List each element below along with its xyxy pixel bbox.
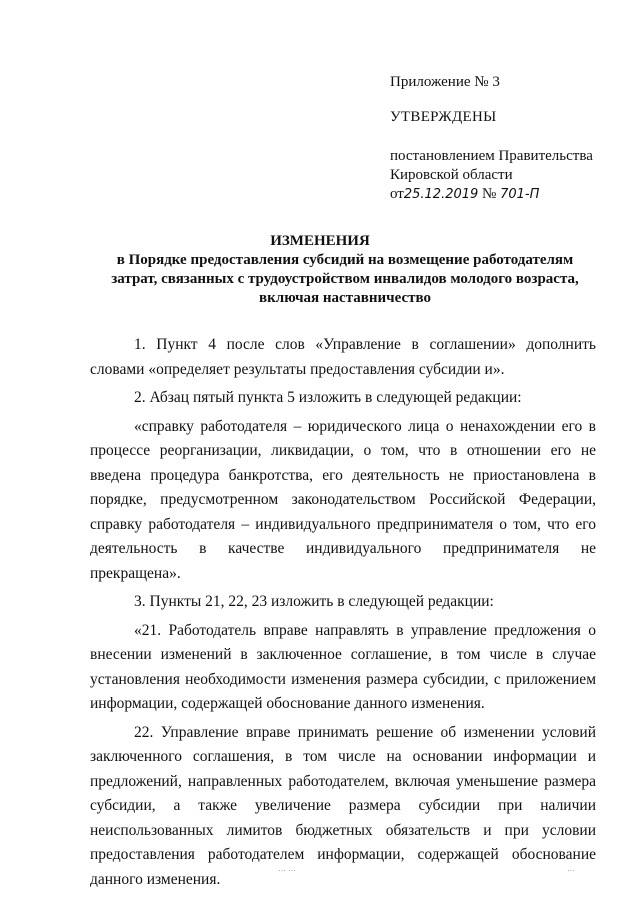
paragraph-quote-1: «справку работодателя – юридического лица о ненахождении его в процессе реорганизации, ликвидации, о том, что в отношении его не введена процедура банкротства, его деятельность не приостановлена в порядке, предусмотренном законодательством Российской Федерации, справку работодателя – индивидуального предпринимателя о том, что его деятельность в качестве индивидуального предпринимателя не прекращена». — [90, 417, 596, 582]
paragraph-item-3: 3. Пункты 21, 22, 23 изложить в следующей редакции: — [134, 593, 494, 610]
decree-line-2: Кировской области — [390, 167, 513, 183]
decree-block — [390, 147, 630, 204]
paragraph-clause-22: 22. Управление вправе принимать решение об изменении условий заключенного соглашения, в том числе на основании информации и предложений, направленных работодателем, включая уменьшение размера субсидии, а также увеличение размера субсидии при наличии неиспользованных лимитов бюджетных обязательств и при условии предоставления работодателем информации, содержащей обоснование данного изменения. — [90, 723, 596, 888]
paragraph-item-2: 2. Абзац пятый пункта 5 изложить в следующей редакции: — [134, 389, 522, 406]
scan-artifact: ⋯⋯ — [278, 866, 298, 875]
appendix-label: Приложение № 3 — [390, 74, 500, 90]
date-prefix: от — [390, 186, 404, 202]
decree-date-line — [390, 185, 630, 204]
decree-line-1: постановлением Правительства — [390, 148, 593, 164]
handwritten-number: 701-П — [500, 187, 540, 202]
scan-artifact: ⋯ — [567, 866, 577, 875]
paragraph-item-1: 1. Пункт 4 после слов «Управление в соглашении» дополнить словами «определяет результаты предоставления субсидии и». — [90, 336, 596, 378]
document-body — [90, 333, 596, 896]
document-subtitle: в Порядке предоставления субсидий на возмещение работодателям затрат, связанных с трудоустройством инвалидов молодого возраста, включая наставничество — [111, 252, 579, 306]
number-prefix: № — [482, 186, 497, 202]
approved-label: УТВЕРЖДЕНЫ — [390, 109, 497, 125]
paragraph-clause-21: «21. Работодатель вправе направлять в управление предложения о внесении изменений в заключенное соглашение, в том числе в случае установления необходимости изменения размера субсидии, с приложением информации, содержащей обоснование данного изменения. — [90, 621, 596, 712]
document-title: ИЗМЕНЕНИЯ — [270, 233, 370, 249]
handwritten-date: 25.12.2019 — [403, 187, 479, 202]
